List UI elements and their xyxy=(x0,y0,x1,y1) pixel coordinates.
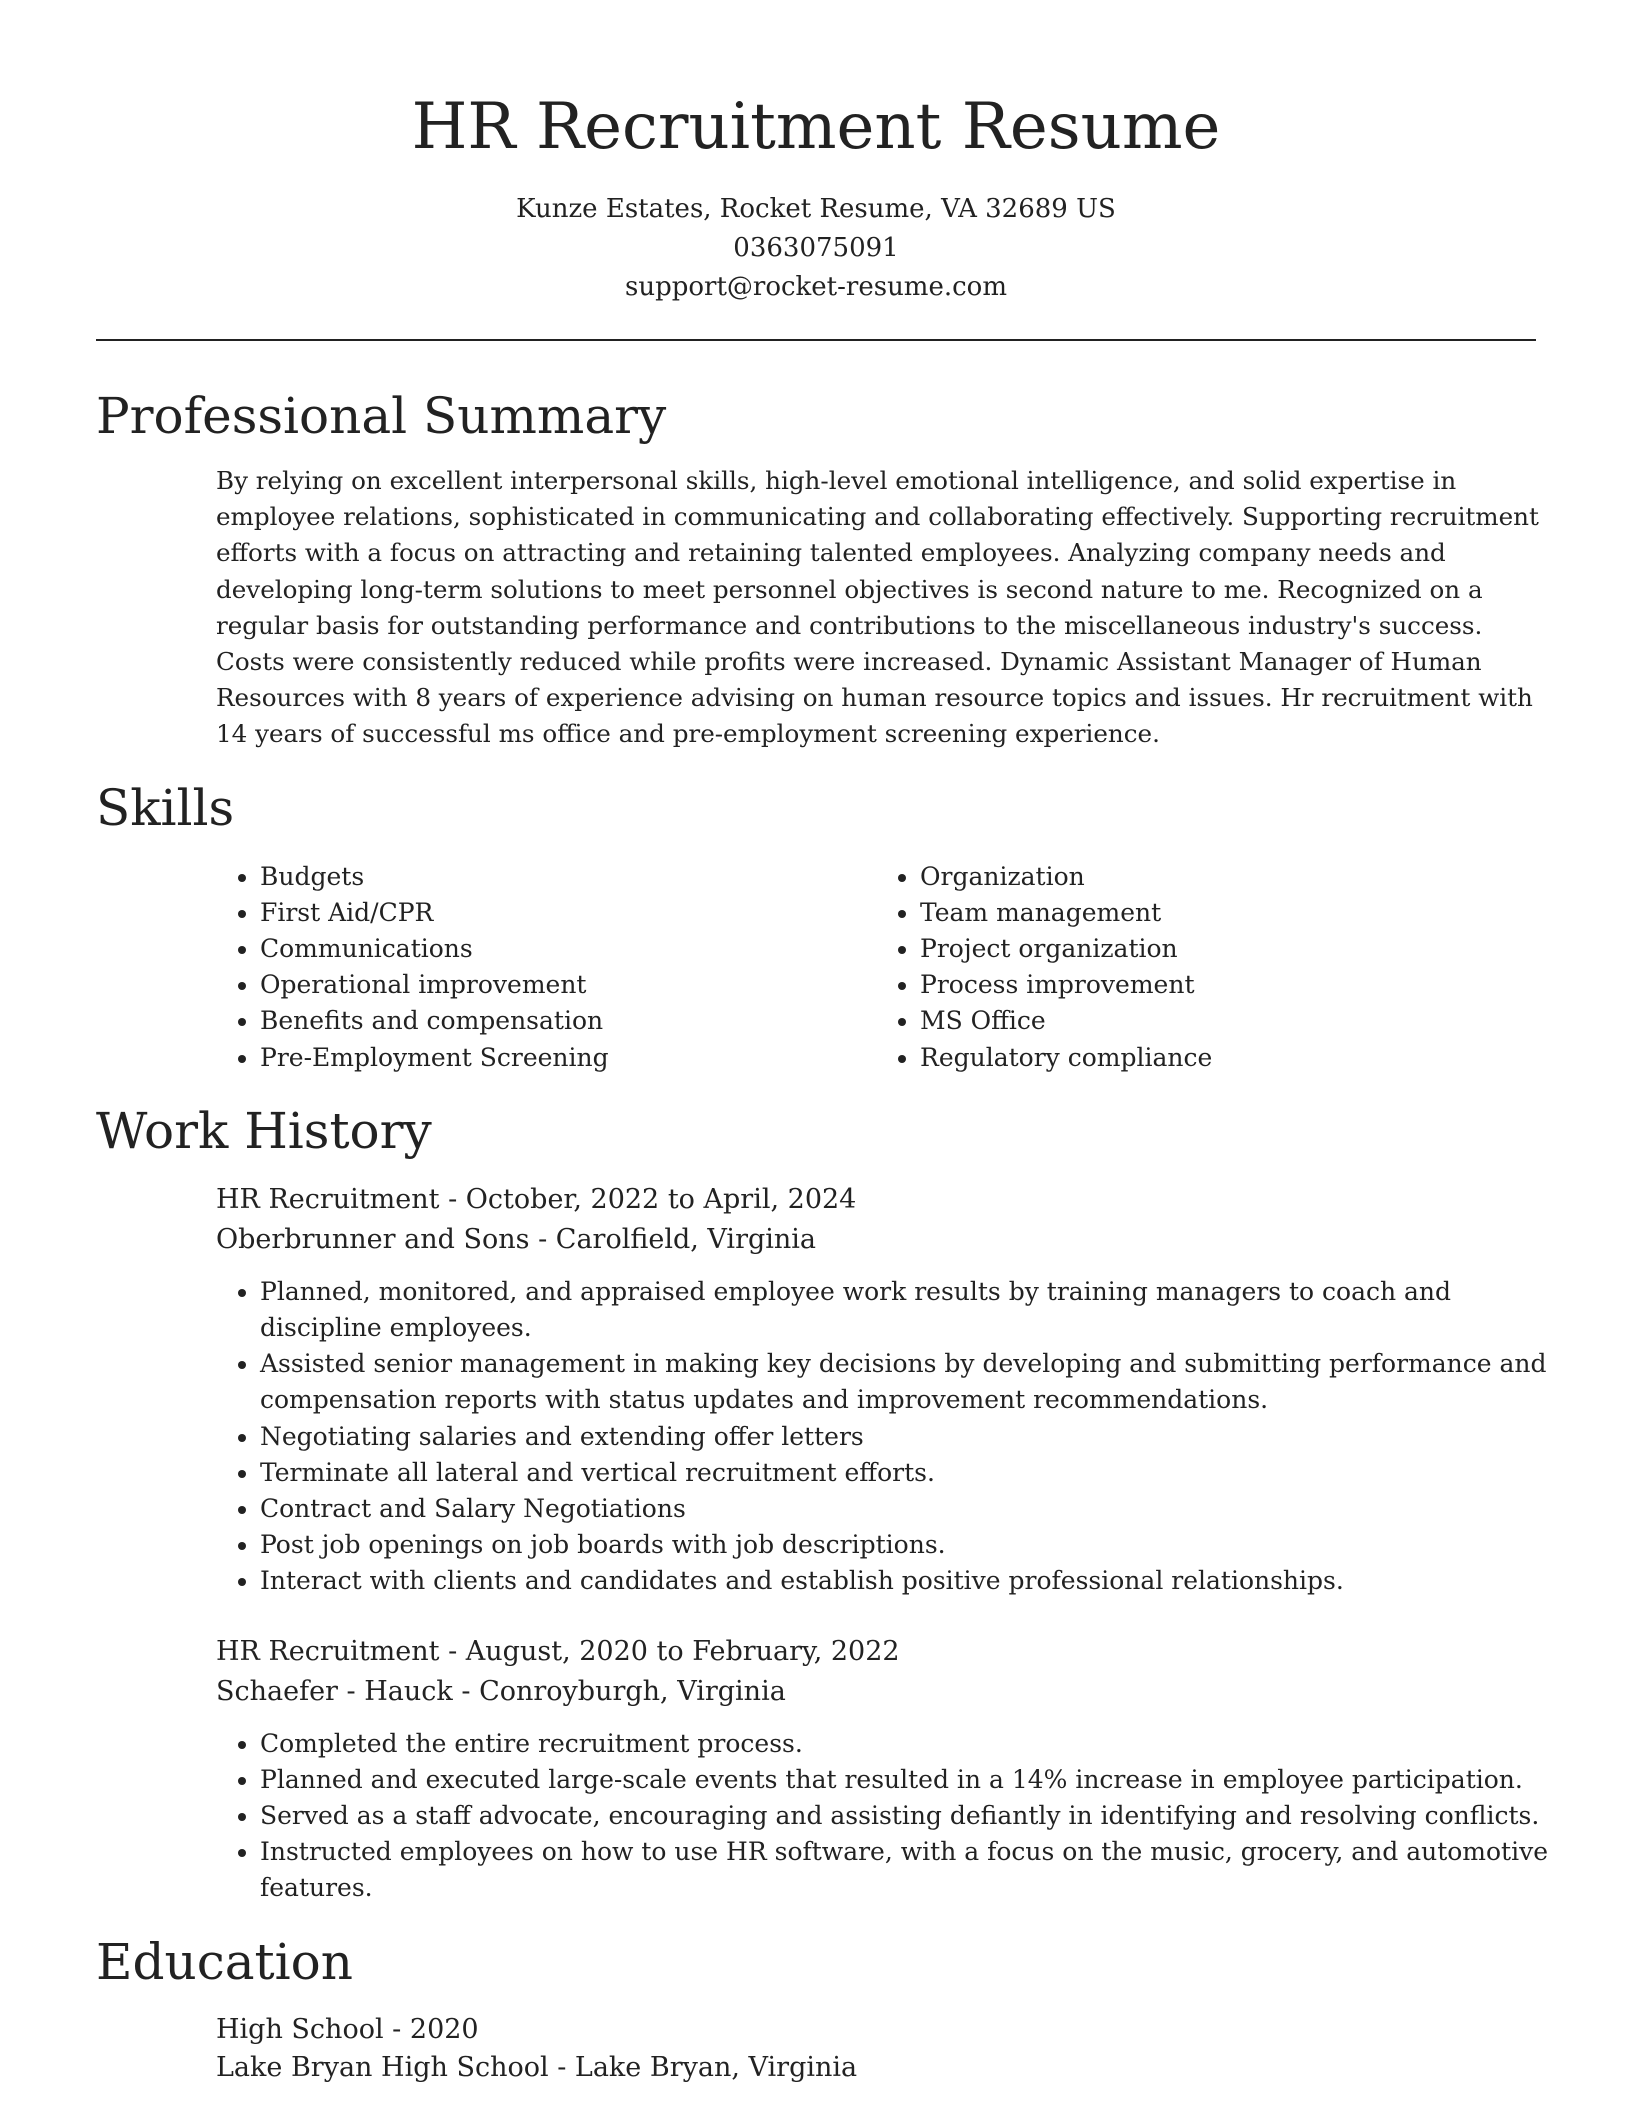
job-bullet: • Instructed employees on how to use HR software, with a focus on the music, grocery, and automotive features. xyxy=(260,1834,1580,1906)
resume-title: HR Recruitment Resume xyxy=(411,90,1221,164)
job-title-line: HR Recruitment - August, 2020 to February, 2022 xyxy=(216,1635,900,1667)
contact-address: Kunze Estates, Rocket Resume, VA 32689 US xyxy=(516,194,1116,224)
job-entry xyxy=(216,1632,1549,1907)
education-school-line: Lake Bryan High School - Lake Bryan, Virginia xyxy=(216,2051,858,2083)
job-title: HR Recruitment xyxy=(216,1635,440,1667)
contact-info xyxy=(96,190,1536,307)
job-bullet: • Contract and Salary Negotiations xyxy=(260,1491,1580,1527)
skill-item: • Team management xyxy=(920,895,1536,931)
summary-heading: Professional Summary xyxy=(96,387,667,445)
job-bullets xyxy=(216,1726,1580,1907)
job-entry xyxy=(216,1180,1547,1600)
skill-item: • Project organization xyxy=(920,931,1536,967)
work-history-heading: Work History xyxy=(96,1101,432,1160)
header-divider xyxy=(96,339,1536,341)
skill-item: • Organization xyxy=(920,859,1536,895)
job-company-line: Oberbrunner and Sons - Carolfield, Virginia xyxy=(216,1223,817,1255)
job-bullets xyxy=(216,1274,1580,1600)
skill-item: • Regulatory compliance xyxy=(920,1040,1536,1076)
job-location: Carolfield, Virginia xyxy=(555,1223,817,1255)
summary-text: By relying on excellent interpersonal skills, high-level emotional intelligence, and solid expertise in employee relations, sophisticated in communicating and collaborating effectively. Supporting recruitment efforts with a focus on attracting and retaining talented employees. Analyzing company needs and developing long-term solutions to meet personnel objectives is second nature to me. Recognized on a regular basis for outstanding performance and contributions to the miscellaneous industry's success. Costs were consistently reduced while profits were increased. Dynamic Assistant Manager of Human Resources with 8 years of experience advising on human resource topics and issues. Hr recruitment with 14 years of successful ms office and pre-employment screening experience. xyxy=(216,466,1539,749)
skills-list xyxy=(216,859,1536,1076)
education-degree-line: High School - 2020 xyxy=(216,2013,479,2045)
job-dates: August, 2020 to February, 2022 xyxy=(465,1635,900,1667)
resume-header xyxy=(96,0,1536,307)
skills-column-right xyxy=(876,859,1536,1076)
education-heading: Education xyxy=(96,1932,353,1991)
resume-page xyxy=(96,0,1549,2087)
skill-item: • Operational improvement xyxy=(260,967,876,1003)
skill-item: • MS Office xyxy=(920,1003,1536,1039)
skill-item: • Budgets xyxy=(260,859,876,895)
education-year: 2020 xyxy=(409,2013,479,2045)
contact-email: support@rocket-resume.com xyxy=(624,272,1007,302)
job-company-line: Schaefer - Hauck - Conroyburgh, Virginia xyxy=(216,1675,786,1707)
education-entry xyxy=(216,2011,1536,2087)
education-location: Lake Bryan, Virginia xyxy=(574,2051,858,2083)
contact-phone: 0363075091 xyxy=(733,233,899,263)
job-title-line: HR Recruitment - October, 2022 to April, 2024 xyxy=(216,1183,857,1215)
education-degree: High School xyxy=(216,2013,384,2045)
job-bullet: • Served as a staff advocate, encouraging and assisting defiantly in identifying and resolving conflicts. xyxy=(260,1798,1580,1834)
education-school: Lake Bryan High School xyxy=(216,2051,549,2083)
job-bullet: • Planned and executed large-scale events that resulted in a 14% increase in employee participation. xyxy=(260,1762,1580,1798)
job-company: Oberbrunner and Sons xyxy=(216,1223,530,1255)
job-location: Conroyburgh, Virginia xyxy=(479,1675,786,1707)
job-company: Schaefer - Hauck xyxy=(216,1675,453,1707)
skill-item: • First Aid/CPR xyxy=(260,895,876,931)
skills-column-left xyxy=(216,859,876,1076)
job-bullet: • Assisted senior management in making key decisions by developing and submitting performance and compensation reports with status updates and improvement recommendations. xyxy=(260,1346,1580,1418)
skills-heading: Skills xyxy=(96,778,235,837)
job-bullet: • Post job openings on job boards with job descriptions. xyxy=(260,1527,1580,1563)
job-bullet: • Terminate all lateral and vertical recruitment efforts. xyxy=(260,1455,1580,1491)
skill-item: • Pre-Employment Screening xyxy=(260,1040,876,1076)
job-bullet: • Completed the entire recruitment process. xyxy=(260,1726,1580,1762)
skill-item: • Communications xyxy=(260,931,876,967)
job-title: HR Recruitment xyxy=(216,1183,440,1215)
job-dates: October, 2022 to April, 2024 xyxy=(465,1183,857,1215)
skill-item: • Benefits and compensation xyxy=(260,1003,876,1039)
job-bullet: • Planned, monitored, and appraised employee work results by training managers to coach and discipline employees. xyxy=(260,1274,1580,1346)
skill-item: • Process improvement xyxy=(920,967,1536,1003)
job-bullet: • Negotiating salaries and extending offer letters xyxy=(260,1419,1580,1455)
job-bullet: • Interact with clients and candidates and establish positive professional relationships. xyxy=(260,1563,1580,1599)
